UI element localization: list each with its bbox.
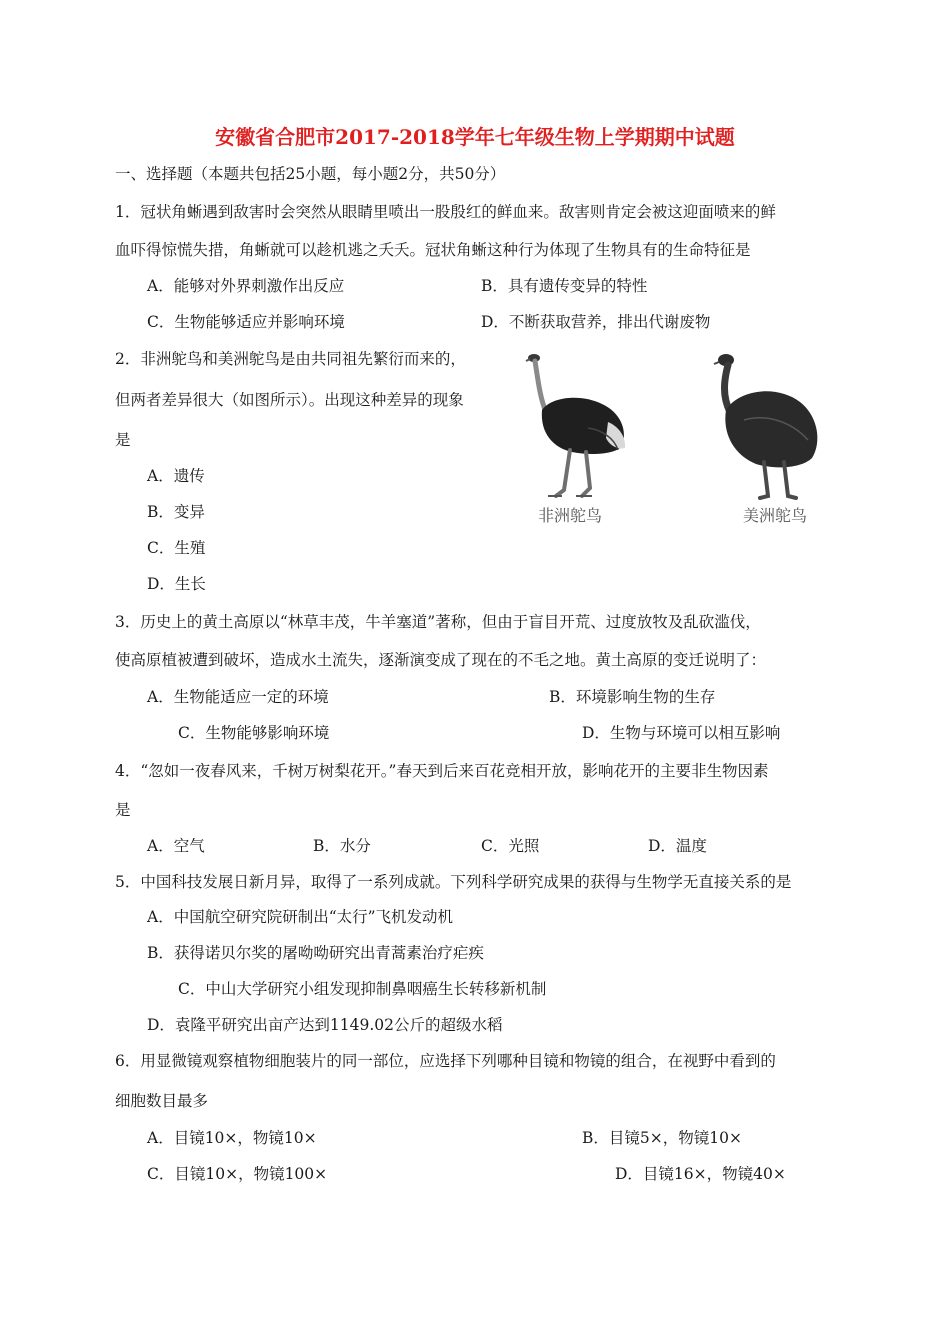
american-rhea-caption: 美洲鸵鸟 <box>743 506 808 525</box>
q5-option-d: D．袁隆平研究出亩产达到1149.02公斤的超级水稻 <box>147 1016 503 1034</box>
section-heading: 一、选择题（本题共包括25小题，每小题2分，共50分） <box>115 165 506 183</box>
q3-option-a: A．生物能适应一定的环境 <box>147 688 329 706</box>
q6-option-d: D．目镜16×，物镜40× <box>615 1165 786 1183</box>
q6-option-b: B．目镜5×，物镜10× <box>582 1129 742 1147</box>
q4-option-c: C．光照 <box>481 837 540 855</box>
q3-option-d: D．生物与环境可以相互影响 <box>582 724 781 742</box>
q4-option-d: D．温度 <box>648 837 707 855</box>
q1-stem-line2: 血吓得惊慌失措，角蜥就可以趁机逃之夭夭。冠状角蜥这种行为体现了生物具有的生命特征是 <box>115 241 751 259</box>
q4-stem-line2: 是 <box>115 801 131 819</box>
q6-stem-line1: 6．用显微镜观察植物细胞装片的同一部位，应选择下列哪种目镜和物镜的组合，在视野中看到的 <box>115 1052 776 1070</box>
q5-option-b: B．获得诺贝尔奖的屠呦呦研究出青蒿素治疗疟疾 <box>147 944 484 962</box>
q5-option-c: C．中山大学研究小组发现抑制鼻咽癌生长转移新机制 <box>178 980 547 998</box>
q2-option-d: D．生长 <box>147 575 206 593</box>
q2-stem-line3: 是 <box>115 431 131 449</box>
q1-stem-line1: 1．冠状角蜥遇到敌害时会突然从眼睛里喷出一股殷红的鲜血来。敌害则肯定会被这迎面喷来的鲜 <box>115 203 776 221</box>
q3-option-b: B．环境影响生物的生存 <box>549 688 716 706</box>
q1-option-a: A．能够对外界刺激作出反应 <box>147 277 345 295</box>
q4-option-a: A．空气 <box>147 837 205 855</box>
q1-option-c: C．生物能够适应并影响环境 <box>147 313 345 331</box>
q4-stem-line1: 4．“忽如一夜春风来，千树万树梨花开。”春天到后来百花竞相开放，影响花开的主要非生物因素 <box>115 762 769 780</box>
q6-stem-line2: 细胞数目最多 <box>115 1092 209 1110</box>
q2-option-b: B．变异 <box>147 503 205 521</box>
q2-stem-line2: 但两者差异很大（如图所示）。出现这种差异的现象 <box>115 391 464 409</box>
q1-option-b: B．具有遗传变异的特性 <box>481 277 648 295</box>
african-ostrich-caption: 非洲鸵鸟 <box>538 506 603 525</box>
q5-stem-line1: 5．中国科技发展日新月异，取得了一系列成就。下列科学研究成果的获得与生物学无直接关系的是 <box>115 873 792 891</box>
african-ostrich-illustration <box>522 350 637 500</box>
american-rhea-illustration <box>704 350 824 500</box>
q2-option-c: C．生殖 <box>147 539 206 557</box>
q3-stem-line2: 使高原植被遭到破坏，造成水土流失，逐渐演变成了现在的不毛之地。黄土高原的变迁说明了： <box>115 651 767 669</box>
q1-option-d: D．不断获取营养，排出代谢废物 <box>481 313 711 331</box>
q6-option-a: A．目镜10×，物镜10× <box>147 1129 317 1147</box>
q2-stem-line1: 2．非洲鸵鸟和美洲鸵鸟是由共同祖先繁衍而来的， <box>115 350 466 368</box>
q3-stem-line1: 3．历史上的黄土高原以“林草丰茂，牛羊塞道”著称，但由于盲目开荒、过度放牧及乱砍滥伐， <box>115 613 761 631</box>
q5-option-a: A．中国航空研究院研制出“太行”飞机发动机 <box>147 908 454 926</box>
q2-option-a: A．遗传 <box>147 467 205 485</box>
page-title: 安徽省合肥市2017-2018学年七年级生物上学期期中试题 <box>215 125 735 149</box>
q4-option-b: B．水分 <box>313 837 371 855</box>
q6-option-c: C．目镜10×，物镜100× <box>147 1165 328 1183</box>
q3-option-c: C．生物能够影响环境 <box>178 724 330 742</box>
